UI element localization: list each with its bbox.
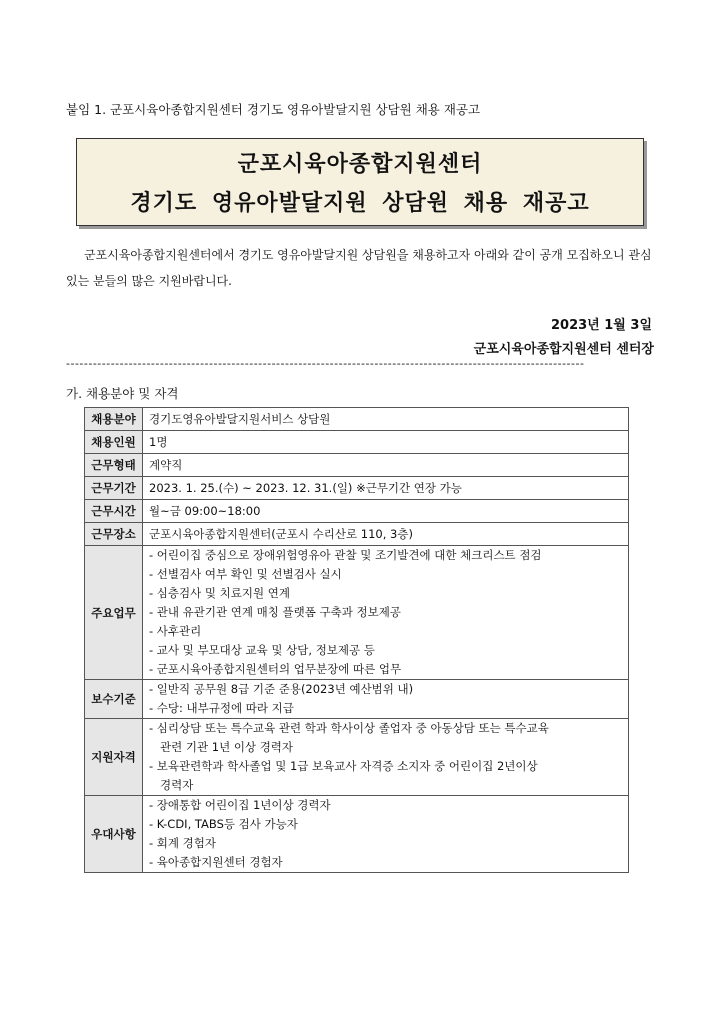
table-row [85,431,629,454]
table-row [85,454,629,477]
row-label: 지원자격 [85,719,143,796]
notice-date: 2023년 1월 3일 [551,318,652,333]
table-row [85,477,629,500]
row-value: 군포시육아종합지원센터(군포시 수리산로 110, 3층) [143,523,629,546]
title-line-2: 경기도 영유아발달지원 상담원 채용 재공고 [130,191,590,216]
list-item: - 일반직 공무원 8급 기준 준용(2023년 예산범위 내) [149,682,414,696]
list-item: - 교사 및 부모대상 교육 및 상담, 정보제공 등 [149,643,375,657]
list-item: - 관내 유관기관 연계 매칭 플랫폼 구축과 정보제공 [149,605,401,619]
list-item: - 심층검사 및 치료지원 연계 [149,586,290,600]
list-item: - 사후관리 [149,624,202,638]
list-item: - 선별검사 여부 확인 및 선별검사 실시 [149,567,342,581]
row-label: 근무장소 [85,523,143,546]
row-label: 주요업무 [85,546,143,680]
intro-paragraph: 군포시육아종합지원센터에서 경기도 영유아발달지원 상담원을 채용하고자 아래와 같이 공개 모집하오니 관심 있는 분들의 많은 지원바랍니다. [66,248,652,288]
list-item: - 장애통합 어린이집 1년이상 경력자 [149,798,331,812]
row-value: 계약직 [143,454,629,477]
row-label: 근무형태 [85,454,143,477]
list-item-continuation: 경력자 [160,778,194,792]
row-value: 2023. 1. 25.(수) ~ 2023. 12. 31.(일) ※근무기간 연장 가능 [143,477,629,500]
row-label: 우대사항 [85,796,143,873]
table-row [85,796,629,873]
list-item: - 어린이집 중심으로 장애위험영유아 관찰 및 조기발견에 대한 체크리스트 점검 [149,548,542,562]
row-value [143,680,629,719]
row-value: 경기도영유아발달지원서비스 상담원 [143,408,629,431]
title-line-1: 군포시육아종합지원센터 [237,152,483,177]
table-row [85,680,629,719]
row-label: 채용분야 [85,408,143,431]
table-row [85,500,629,523]
row-value: 1명 [143,431,629,454]
row-label: 보수기준 [85,680,143,719]
row-label: 근무시간 [85,500,143,523]
list-item: - 군포시육아종합지원센터의 업무분장에 따른 업무 [149,662,402,676]
title-box [76,138,644,226]
list-item: - K-CDI, TABS등 검사 가능자 [149,817,298,831]
list-item: - 육아종합지원센터 경험자 [149,855,283,869]
row-value [143,719,629,796]
list-item: - 수당: 내부규정에 따라 지급 [149,701,294,715]
recruitment-table [84,407,629,873]
row-value: 월~금 09:00~18:00 [143,500,629,523]
table-row [85,523,629,546]
signature: 군포시육아종합지원센터 센터장 [473,342,654,357]
row-label: 근무기간 [85,477,143,500]
list-item: - 회계 경험자 [149,836,217,850]
row-value [143,546,629,680]
table-row [85,546,629,680]
table-row [85,719,629,796]
list-item-continuation: 관련 기관 1년 이상 경력자 [160,740,294,754]
divider: -------------------------------------------------------------------------------------------------------------------- [66,357,585,370]
section-title: 가. 채용분야 및 자격 [66,386,179,401]
row-label: 채용인원 [85,431,143,454]
list-item: - 심리상담 또는 특수교육 관련 학과 학사이상 졸업자 중 아동상담 또는 특수교육 [149,721,549,735]
attachment-heading: 붙임 1. 군포시육아종합지원센터 경기도 영유아발달지원 상담원 채용 재공고 [66,102,481,117]
row-value [143,796,629,873]
list-item: - 보육관련학과 학사졸업 및 1급 보육교사 자격증 소지자 중 어린이집 2년이상 [149,759,538,773]
table-row [85,408,629,431]
